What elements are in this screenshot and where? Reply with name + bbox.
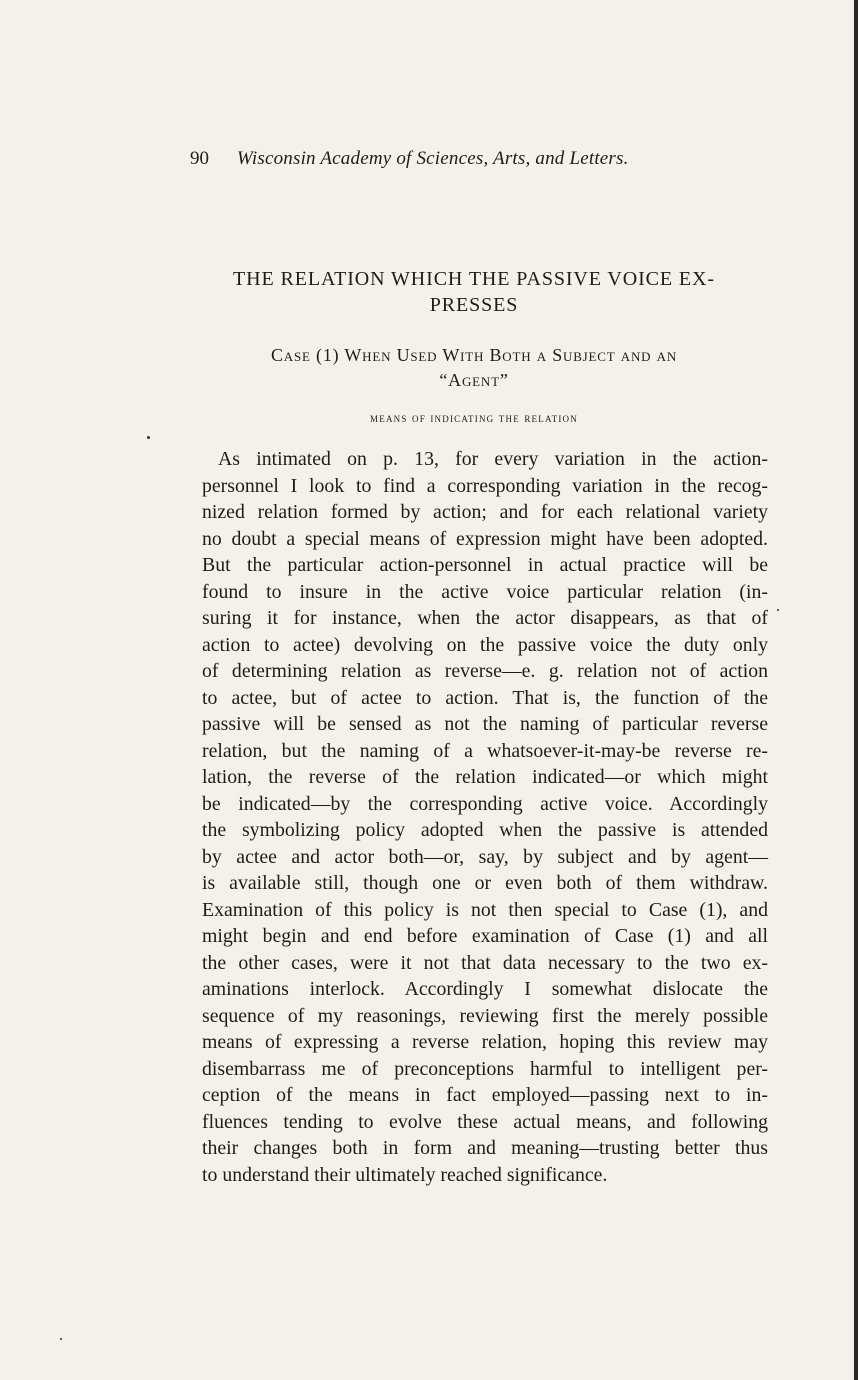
body-line: of determining relation as reverse—e. g. relation not of action xyxy=(202,660,768,682)
body-line: relation, but the naming of a whatsoever-it-may-be reverse re- xyxy=(202,739,768,762)
chapter-title xyxy=(185,266,763,318)
ink-speck xyxy=(777,609,779,611)
body-paragraph xyxy=(202,446,768,1188)
chapter-title-line-1: THE RELATION WHICH THE PASSIVE VOICE EX- xyxy=(233,268,715,290)
section-subheading: means of indicating the relation xyxy=(370,410,578,425)
case-heading-line-2: “Agent” xyxy=(439,370,509,390)
body-line: by actee and actor both—or, say, by subject and by agent— xyxy=(202,845,768,868)
body-line: passive will be sensed as not the naming of particular reverse xyxy=(202,713,768,735)
body-line: found to insure in the active voice particular relation (in- xyxy=(202,580,768,603)
chapter-title-line-2: PRESSES xyxy=(429,294,519,316)
body-line: means of expressing a reverse relation, hoping this review may xyxy=(202,1031,768,1053)
body-line: the symbolizing policy adopted when the passive is attended xyxy=(202,819,768,841)
body-line-last: to understand their ultimately reached significance. xyxy=(202,1163,608,1186)
body-line: nized relation formed by action; and for each relational variety xyxy=(202,501,768,523)
running-title: Wisconsin Academy of Sciences, Arts, and Letters. xyxy=(236,148,629,169)
body-line: fluences tending to evolve these actual means, and following xyxy=(202,1110,768,1133)
body-line: aminations interlock. Accordingly I somewhat dislocate the xyxy=(202,978,768,1000)
body-line: As intimated on p. 13, for every variation in the action- xyxy=(218,448,768,470)
body-line: the other cases, were it not that data necessary to the two ex- xyxy=(202,951,768,974)
body-line: is available still, though one or even both of them withdraw. xyxy=(202,872,768,894)
page-number: 90 xyxy=(190,148,209,169)
body-line: sequence of my reasonings, reviewing first the merely possible xyxy=(202,1004,768,1027)
body-line: to actee, but of actee to action. That is, the function of the xyxy=(202,686,768,709)
body-line: no doubt a special means of expression might have been adopted. xyxy=(202,527,768,550)
ink-speck xyxy=(60,1338,62,1340)
case-heading xyxy=(185,343,763,393)
body-line: suring it for instance, when the actor disappears, as that of xyxy=(202,607,768,629)
page-edge xyxy=(854,0,858,1380)
ink-speck xyxy=(147,436,150,439)
body-line: their changes both in form and meaning—trusting better thus xyxy=(202,1137,768,1159)
running-header xyxy=(190,148,710,170)
body-line: But the particular action-personnel in actual practice will be xyxy=(202,554,768,576)
body-line: lation, the reverse of the relation indicated—or which might xyxy=(202,766,768,788)
body-line: action to actee) devolving on the passive voice the duty only xyxy=(202,633,768,656)
body-line: might begin and end before examination of Case (1) and all xyxy=(202,925,768,947)
case-heading-line-1: Case (1) When Used With Both a Subject and an xyxy=(270,345,678,365)
body-line: ception of the means in fact employed—passing next to in- xyxy=(202,1084,768,1106)
body-line: be indicated—by the corresponding active voice. Accordingly xyxy=(202,792,768,815)
body-line: disembarrass me of preconceptions harmful to intelligent per- xyxy=(202,1057,768,1080)
body-line: personnel I look to find a corresponding variation in the recog- xyxy=(202,474,768,497)
body-line: Examination of this policy is not then special to Case (1), and xyxy=(202,898,768,921)
